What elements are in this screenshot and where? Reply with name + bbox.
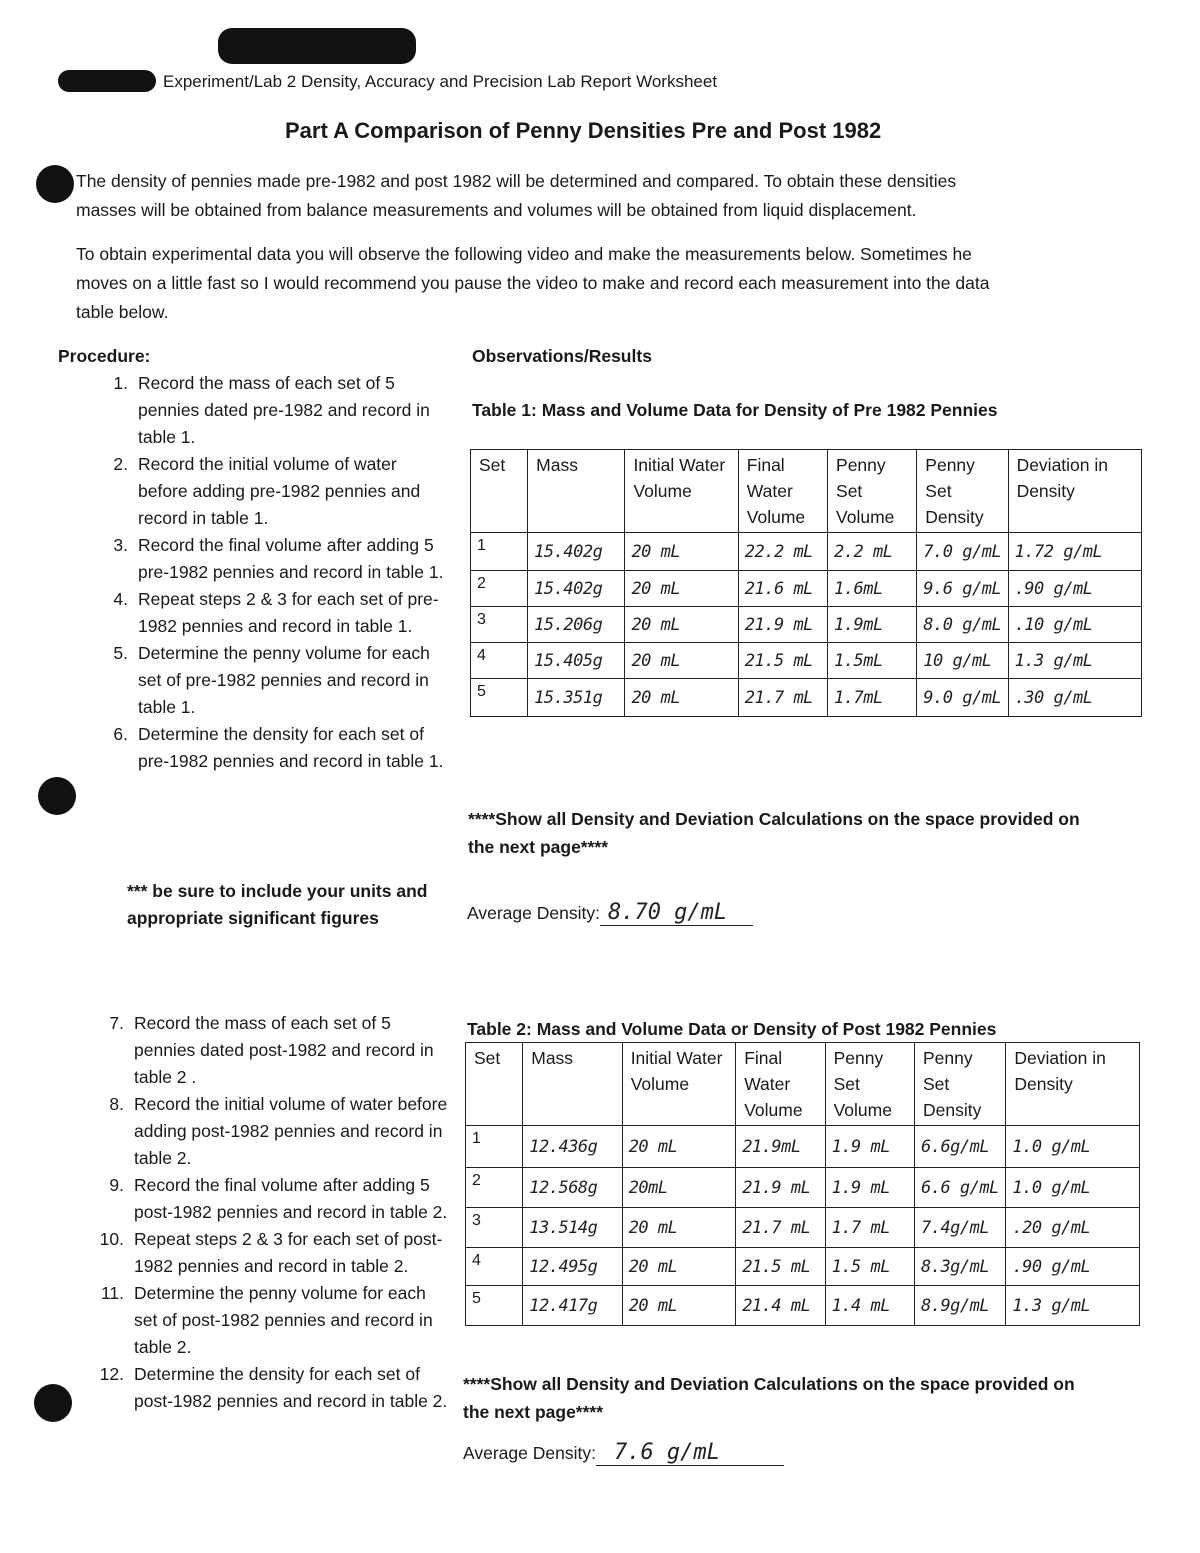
procedure-step: 8. Record the initial volume of water before adding post-1982 pennies and record in table 2.: [109, 1094, 448, 1168]
table-cell: 9.0 g/mL: [917, 679, 1008, 717]
procedure-step: 9. Record the final volume after adding 5 post-1982 pennies and record in table 2.: [109, 1175, 448, 1222]
table-cell: 21.4 mL: [736, 1286, 825, 1326]
table-cell: .20 g/mL: [1006, 1208, 1140, 1248]
table-cell: 1.9 mL: [825, 1126, 914, 1168]
table-cell: 7.4g/mL: [914, 1208, 1005, 1248]
table-cell: 20 mL: [622, 1208, 736, 1248]
procedure-step: 5. Determine the penny volume for each set of pre-1982 pennies and record in table 1.: [113, 643, 430, 717]
column-header: Final Water Volume: [736, 1043, 825, 1126]
table-cell: 20mL: [622, 1168, 736, 1208]
table-cell: 3: [471, 607, 528, 643]
table-cell: 6.6g/mL: [914, 1126, 1005, 1168]
table-cell: .90 g/mL: [1006, 1248, 1140, 1286]
show-calculations-note-2: ****Show all Density and Deviation Calculations on the space provided on the next page****: [463, 1374, 1075, 1422]
table-cell: 1.5 mL: [825, 1248, 914, 1286]
table-cell: 9.6 g/mL: [917, 571, 1008, 607]
table-cell: 21.5 mL: [736, 1248, 825, 1286]
table1-caption: Table 1: Mass and Volume Data for Density of Pre 1982 Pennies: [472, 400, 998, 420]
table-row: [471, 571, 1142, 607]
table-cell: 21.9 mL: [736, 1168, 825, 1208]
part-title: Part A Comparison of Penny Densities Pre and Post 1982: [285, 118, 882, 143]
table-cell: 20 mL: [625, 571, 738, 607]
intro-line: masses will be obtained from balance measurements and volumes will be obtained from liquid displacement.: [76, 200, 917, 220]
table-cell: 1.9 mL: [825, 1168, 914, 1208]
procedure-step: 7. Record the mass of each set of 5 pennies dated post-1982 and record in table 2 .: [109, 1013, 434, 1087]
table-cell: 1.3 g/mL: [1008, 643, 1141, 679]
units-note: *** be sure to include your units and appropriate significant figures: [127, 881, 428, 928]
table-cell: 22.2 mL: [738, 533, 827, 571]
table-cell: 12.495g: [523, 1248, 622, 1286]
table-cell: 1.7 mL: [825, 1208, 914, 1248]
average-density-value: 7.6 g/mL: [596, 1440, 784, 1466]
table-cell: 1.0 g/mL: [1006, 1168, 1140, 1208]
table-cell: 1: [471, 533, 528, 571]
table-cell: .10 g/mL: [1008, 607, 1141, 643]
column-header: Penny Set Volume: [828, 450, 917, 533]
procedure-step: 12. Determine the density for each set of post-1982 pennies and record in table 2.: [99, 1364, 448, 1411]
column-header: Set: [466, 1043, 523, 1126]
bullet-dot: [38, 777, 76, 815]
table-row: [466, 1208, 1140, 1248]
table-cell: 6.6 g/mL: [914, 1168, 1005, 1208]
table-cell: 1.4 mL: [825, 1286, 914, 1326]
table-cell: 2: [466, 1168, 523, 1208]
table-row: [471, 643, 1142, 679]
table-cell: 12.417g: [523, 1286, 622, 1326]
table-cell: 15.402g: [528, 533, 625, 571]
table-cell: 4: [471, 643, 528, 679]
table-cell: 3: [466, 1208, 523, 1248]
table-cell: 10 g/mL: [917, 643, 1008, 679]
table-cell: 21.7 mL: [738, 679, 827, 717]
table-cell: 15.351g: [528, 679, 625, 717]
table-cell: 20 mL: [622, 1126, 736, 1168]
table-row: [471, 679, 1142, 717]
table-cell: 1.5mL: [828, 643, 917, 679]
table-cell: 1.7mL: [828, 679, 917, 717]
table-cell: .90 g/mL: [1008, 571, 1141, 607]
table-2-post-1982: [465, 1042, 1140, 1326]
procedure-step: 3. Record the final volume after adding 5 pre-1982 pennies and record in table 1.: [113, 535, 444, 582]
column-header: Deviation in Density: [1008, 450, 1141, 533]
average-density-label: Average Density:: [463, 1443, 596, 1463]
table-row: [471, 607, 1142, 643]
procedure-steps-b: [78, 1010, 448, 1415]
table-1-pre-1982: [470, 449, 1142, 717]
column-header: Mass: [523, 1043, 622, 1126]
procedure-heading: Procedure:: [58, 346, 151, 366]
intro-paragraph-2: [76, 240, 989, 327]
table-cell: 4: [466, 1248, 523, 1286]
table-row: [471, 533, 1142, 571]
table-cell: 20 mL: [625, 533, 738, 571]
table-cell: 12.568g: [523, 1168, 622, 1208]
table-cell: 20 mL: [625, 679, 738, 717]
table-cell: 21.9 mL: [738, 607, 827, 643]
table-cell: 15.405g: [528, 643, 625, 679]
column-header: Penny Set Volume: [825, 1043, 914, 1126]
column-header: Penny Set Density: [914, 1043, 1005, 1126]
bullet-dot: [34, 1384, 72, 1422]
table-cell: 20 mL: [625, 643, 738, 679]
intro-line: table below.: [76, 302, 169, 322]
column-header: Initial Water Volume: [622, 1043, 736, 1126]
table-cell: 21.9mL: [736, 1126, 825, 1168]
table-cell: 20 mL: [622, 1248, 736, 1286]
column-header: Initial Water Volume: [625, 450, 738, 533]
table-cell: 20 mL: [625, 607, 738, 643]
table-cell: 21.7 mL: [736, 1208, 825, 1248]
average-density-2: [463, 1440, 784, 1466]
average-density-value: 8.70 g/mL: [600, 900, 753, 926]
table-cell: 5: [466, 1286, 523, 1326]
table-row: [466, 1126, 1140, 1168]
redaction-mark-name: [218, 28, 416, 64]
table-cell: 2.2 mL: [828, 533, 917, 571]
procedure-steps-a: [90, 370, 450, 775]
show-calculations-note-1: ****Show all Density and Deviation Calculations on the space provided on the next page****: [468, 809, 1080, 857]
table-cell: 8.0 g/mL: [917, 607, 1008, 643]
table-cell: 12.436g: [523, 1126, 622, 1168]
column-header: Mass: [528, 450, 625, 533]
column-header: Set: [471, 450, 528, 533]
table-cell: 1.72 g/mL: [1008, 533, 1141, 571]
table-cell: .30 g/mL: [1008, 679, 1141, 717]
table-row: [466, 1168, 1140, 1208]
column-header: Final Water Volume: [738, 450, 827, 533]
procedure-step: 2. Record the initial volume of water before adding pre-1982 pennies and record in table 1.: [113, 454, 421, 528]
column-header: Deviation in Density: [1006, 1043, 1140, 1126]
table-cell: 15.402g: [528, 571, 625, 607]
table-cell: 21.5 mL: [738, 643, 827, 679]
procedure-step: 4. Repeat steps 2 & 3 for each set of pre-1982 pennies and record in table 1.: [113, 589, 439, 636]
intro-line: The density of pennies made pre-1982 and post 1982 will be determined and compared. To obtain these densities: [76, 171, 957, 191]
intro-line: To obtain experimental data you will observe the following video and make the measurements below. Sometimes he: [76, 244, 972, 264]
procedure-step: 11. Determine the penny volume for each set of post-1982 pennies and record in table 2.: [100, 1283, 433, 1357]
procedure-step: 10. Repeat steps 2 & 3 for each set of post-1982 pennies and record in table 2.: [99, 1229, 443, 1276]
redaction-mark-course: [58, 70, 156, 92]
table-cell: 20 mL: [622, 1286, 736, 1326]
worksheet-title: Experiment/Lab 2 Density, Accuracy and Precision Lab Report Worksheet: [163, 72, 718, 91]
table2-caption: Table 2: Mass and Volume Data or Density of Post 1982 Pennies: [467, 1019, 997, 1039]
table-cell: 15.206g: [528, 607, 625, 643]
table-cell: 1.9mL: [828, 607, 917, 643]
table-cell: 1.3 g/mL: [1006, 1286, 1140, 1326]
table-cell: 2: [471, 571, 528, 607]
bullet-dot: [36, 165, 74, 203]
column-header: Penny Set Density: [917, 450, 1008, 533]
table-cell: 8.9g/mL: [914, 1286, 1005, 1326]
average-density-1: [467, 900, 753, 926]
procedure-step: 1. Record the mass of each set of 5 pennies dated pre-1982 and record in table 1.: [113, 373, 430, 447]
table-cell: 21.6 mL: [738, 571, 827, 607]
procedure-step: 6. Determine the density for each set of pre-1982 pennies and record in table 1.: [113, 724, 444, 771]
intro-line: moves on a little fast so I would recommend you pause the video to make and record each measurement into the data: [76, 273, 990, 293]
table-row: [466, 1286, 1140, 1326]
table-cell: 1.0 g/mL: [1006, 1126, 1140, 1168]
table-cell: 13.514g: [523, 1208, 622, 1248]
table-cell: 1: [466, 1126, 523, 1168]
table-cell: 7.0 g/mL: [917, 533, 1008, 571]
table-cell: 5: [471, 679, 528, 717]
observations-heading: Observations/Results: [472, 346, 652, 366]
table-cell: 8.3g/mL: [914, 1248, 1005, 1286]
table-row: [466, 1248, 1140, 1286]
table-cell: 1.6mL: [828, 571, 917, 607]
average-density-label: Average Density:: [467, 903, 600, 923]
intro-paragraph-1: [76, 167, 956, 225]
